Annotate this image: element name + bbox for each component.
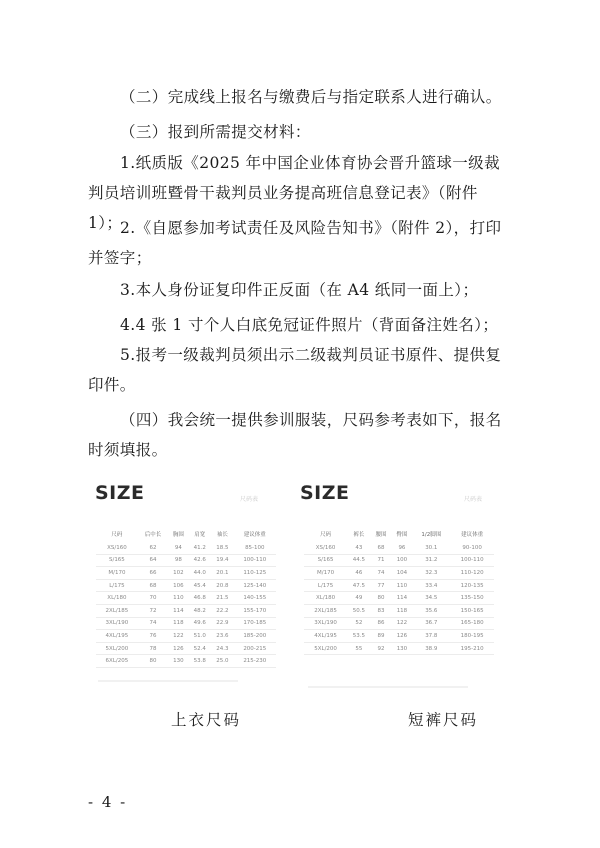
page-number: - 4 - (88, 793, 128, 811)
shirt-size-cell: 185-200 (234, 630, 276, 643)
shirt-size-caption: 上衣尺码 (171, 711, 242, 729)
shirt-size-cell: 42.6 (189, 554, 212, 567)
shirt-size-cell: M/170 (96, 567, 138, 580)
shorts-size-cell: 34.5 (412, 592, 450, 605)
shorts-size-cell: L/175 (304, 579, 347, 592)
shorts-size-cell: 37.8 (412, 630, 450, 643)
shirt-size-row (96, 554, 276, 567)
shirt-size-header-cell: 肩宽 (194, 532, 206, 538)
paragraph-item-5: 5.报考一级裁判员须出示二级裁判员证书原件、提供复印件。 (88, 346, 502, 394)
shirt-size-cell: 94 (168, 542, 188, 554)
paragraph-item-3: 3.本人身份证复印件正反面（在 A4 纸同一面上）； (120, 281, 479, 299)
shirt-size-row (96, 617, 276, 630)
shirt-size-cell: 21.5 (211, 592, 234, 605)
shirt-size-header-cell: 袖长 (216, 532, 228, 538)
shorts-size-cell: 90-100 (450, 542, 494, 554)
shirt-size-cell: 106 (168, 579, 188, 592)
shirt-size-cell: 74 (138, 617, 168, 630)
shorts-size-cell: 126 (391, 630, 412, 643)
shorts-size-tag: 尺码表 (464, 496, 483, 503)
shirt-size-row (96, 642, 276, 655)
shorts-size-cell: 31.2 (412, 554, 450, 567)
shorts-size-cell: 33.4 (412, 579, 450, 592)
shorts-size-cell: 165-180 (450, 617, 494, 630)
shorts-size-cell: 49 (347, 592, 370, 605)
shorts-size-row (304, 579, 494, 592)
shorts-size-header-cell: 尺码 (320, 532, 332, 538)
shirt-size-chart (90, 478, 286, 692)
shirt-size-cell: 170-185 (234, 617, 276, 630)
shorts-size-row (304, 617, 494, 630)
shirt-size-cell: 19.4 (211, 554, 234, 567)
shirt-size-cell: 126 (168, 642, 188, 655)
shorts-size-cell: M/170 (304, 567, 347, 580)
shorts-size-cell: 47.5 (347, 579, 370, 592)
shirt-size-cell: 41.2 (189, 542, 212, 554)
shirt-size-header-cell: 胸围 (172, 532, 184, 538)
shorts-size-title: SIZE (300, 482, 350, 504)
shorts-size-header-cell: 建议体重 (461, 532, 484, 538)
shirt-size-cell: 155-170 (234, 604, 276, 617)
shorts-size-cell: 114 (391, 592, 412, 605)
shorts-size-cell: 32.3 (412, 567, 450, 580)
shirt-size-cell: 22.9 (211, 617, 234, 630)
shorts-size-row (304, 567, 494, 580)
shirt-size-cell: 140-155 (234, 592, 276, 605)
shirt-size-cell: 6XL/205 (96, 655, 138, 668)
shorts-size-cell: 74 (370, 567, 391, 580)
shirt-size-cell: 3XL/190 (96, 617, 138, 630)
shorts-size-cell: 130 (391, 642, 412, 655)
shirt-size-cell: 46.8 (189, 592, 212, 605)
shirt-size-row (96, 604, 276, 617)
shorts-size-cell: 38.9 (412, 642, 450, 655)
shorts-size-cell: 36.7 (412, 617, 450, 630)
shorts-size-cell: 120-135 (450, 579, 494, 592)
shirt-size-cell: 51.0 (189, 630, 212, 643)
shorts-size-cell: XS/160 (304, 542, 347, 554)
shorts-size-cell: 180-195 (450, 630, 494, 643)
shirt-size-cell: 66 (138, 567, 168, 580)
shirt-size-cell: 4XL/195 (96, 630, 138, 643)
shirt-size-cell: 78 (138, 642, 168, 655)
shirt-size-cell: 110 (168, 592, 188, 605)
shirt-size-row (96, 655, 276, 668)
shorts-size-cell: 52 (347, 617, 370, 630)
shirt-size-cell: 68 (138, 579, 168, 592)
shorts-size-cell: 100 (391, 554, 412, 567)
shorts-size-header-cell: 臀围 (396, 532, 408, 538)
shirt-size-cell: 18.5 (211, 542, 234, 554)
shorts-size-cell: 35.6 (412, 604, 450, 617)
shorts-size-caption: 短裤尺码 (408, 711, 479, 729)
shirt-size-cell: 24.3 (211, 642, 234, 655)
paragraph-section-2: （二）完成线上报名与缴费后与指定联系人进行确认。 (120, 88, 502, 106)
shorts-size-cell: 53.5 (347, 630, 370, 643)
shorts-size-cell: 2XL/185 (304, 604, 347, 617)
shirt-size-cell: L/175 (96, 579, 138, 592)
shirt-size-row (96, 592, 276, 605)
shirt-size-table (96, 526, 276, 668)
shirt-size-cell: 110-125 (234, 567, 276, 580)
shorts-size-header-row (304, 526, 494, 542)
shirt-size-cell: 20.8 (211, 579, 234, 592)
shorts-size-row (304, 604, 494, 617)
shirt-size-title: SIZE (95, 482, 145, 504)
shorts-size-cell: 110-120 (450, 567, 494, 580)
shorts-size-cell: 43 (347, 542, 370, 554)
shirt-size-cell: 5XL/200 (96, 642, 138, 655)
shorts-size-row (304, 592, 494, 605)
shorts-size-cell: 68 (370, 542, 391, 554)
shorts-size-cell: 30.1 (412, 542, 450, 554)
shorts-size-cell: 195-210 (450, 642, 494, 655)
shorts-size-header-cell: 1/2脚围 (421, 532, 442, 538)
shirt-size-cell: 76 (138, 630, 168, 643)
shirt-size-cell: 80 (138, 655, 168, 668)
shirt-size-cell: 98 (168, 554, 188, 567)
shirt-size-cell: S/165 (96, 554, 138, 567)
shorts-size-cell: 118 (391, 604, 412, 617)
shirt-size-cell: 64 (138, 554, 168, 567)
shorts-size-chart (296, 478, 502, 700)
shirt-size-cell: 53.8 (189, 655, 212, 668)
shirt-size-cell: 62 (138, 542, 168, 554)
shirt-size-cell: 25.0 (211, 655, 234, 668)
shorts-size-cell: 104 (391, 567, 412, 580)
shorts-size-cell: S/165 (304, 554, 347, 567)
shirt-size-cell: 23.6 (211, 630, 234, 643)
shorts-size-cell: 100-110 (450, 554, 494, 567)
paragraph-section-3: （三）报到所需提交材料： (120, 123, 311, 141)
shirt-size-cell: 200-215 (234, 642, 276, 655)
shorts-size-cell: 77 (370, 579, 391, 592)
shirt-size-cell: 52.4 (189, 642, 212, 655)
paragraph-section-4: （四）我会统一提供参训服装，尺码参考表如下，报名时须填报。 (88, 411, 502, 459)
shorts-size-cell: 86 (370, 617, 391, 630)
shirt-size-cell: 118 (168, 617, 188, 630)
shirt-size-cell: 70 (138, 592, 168, 605)
shorts-size-cell: 5XL/200 (304, 642, 347, 655)
shirt-size-cell: 85-100 (234, 542, 276, 554)
shirt-size-header-cell: 尺码 (111, 532, 123, 538)
shorts-size-cell: 96 (391, 542, 412, 554)
shorts-size-cell: 55 (347, 642, 370, 655)
shorts-size-cell: 122 (391, 617, 412, 630)
shirt-size-cell: 125-140 (234, 579, 276, 592)
shorts-size-cell: 3XL/190 (304, 617, 347, 630)
shorts-size-cell: 135-150 (450, 592, 494, 605)
shorts-size-cell: XL/180 (304, 592, 347, 605)
shorts-size-cell: 150-165 (450, 604, 494, 617)
shirt-size-cell: 45.4 (189, 579, 212, 592)
shorts-size-cell: 44.5 (347, 554, 370, 567)
shorts-size-cell: 110 (391, 579, 412, 592)
shirt-size-row (96, 542, 276, 554)
shorts-size-table (304, 526, 494, 655)
shorts-size-cell: 71 (370, 554, 391, 567)
shirt-size-cell: 100-110 (234, 554, 276, 567)
shorts-size-header-cell: 腰围 (375, 532, 387, 538)
shirt-size-cell: 130 (168, 655, 188, 668)
shirt-size-header-row (96, 526, 276, 542)
shirt-size-cell: 122 (168, 630, 188, 643)
shorts-size-row (304, 630, 494, 643)
shirt-size-cell: 44.0 (189, 567, 212, 580)
shorts-size-row (304, 542, 494, 554)
shirt-size-cell: 114 (168, 604, 188, 617)
shirt-size-cell: 72 (138, 604, 168, 617)
shirt-size-cell: XL/180 (96, 592, 138, 605)
shirt-size-cell: 48.2 (189, 604, 212, 617)
paragraph-item-1: 1.纸质版《2025 年中国企业体育协会晋升篮球一级裁判员培训班暨骨干裁判员业务提高班信息登记表》（附件 1）； (88, 154, 500, 232)
shirt-size-cell: 20.1 (211, 567, 234, 580)
shorts-size-row (304, 642, 494, 655)
shorts-size-cell: 50.5 (347, 604, 370, 617)
shirt-size-header-cell: 后中长 (144, 532, 162, 538)
shirt-size-footnote (98, 680, 238, 682)
shorts-size-row (304, 554, 494, 567)
shirt-size-tag: 尺码表 (240, 496, 259, 503)
shorts-size-cell: 80 (370, 592, 391, 605)
shirt-size-cell: 22.2 (211, 604, 234, 617)
shirt-size-cell: 215-230 (234, 655, 276, 668)
shorts-size-cell: 89 (370, 630, 391, 643)
shirt-size-cell: 102 (168, 567, 188, 580)
shirt-size-row (96, 630, 276, 643)
shorts-size-footnote (308, 686, 468, 688)
shorts-size-cell: 92 (370, 642, 391, 655)
shirt-size-cell: XS/160 (96, 542, 138, 554)
shirt-size-header-cell: 建议体重 (243, 532, 266, 538)
shorts-size-header-cell: 裤长 (353, 532, 365, 538)
shirt-size-row (96, 567, 276, 580)
shirt-size-cell: 2XL/185 (96, 604, 138, 617)
paragraph-item-2: 2.《自愿参加考试责任及风险告知书》（附件 2），打印并签字； (88, 219, 502, 267)
paragraph-item-4: 4.4 张 1 寸个人白底免冠证件照片（背面备注姓名）； (120, 316, 499, 334)
shorts-size-cell: 83 (370, 604, 391, 617)
shirt-size-row (96, 579, 276, 592)
shirt-size-cell: 49.6 (189, 617, 212, 630)
shorts-size-cell: 46 (347, 567, 370, 580)
shorts-size-cell: 4XL/195 (304, 630, 347, 643)
